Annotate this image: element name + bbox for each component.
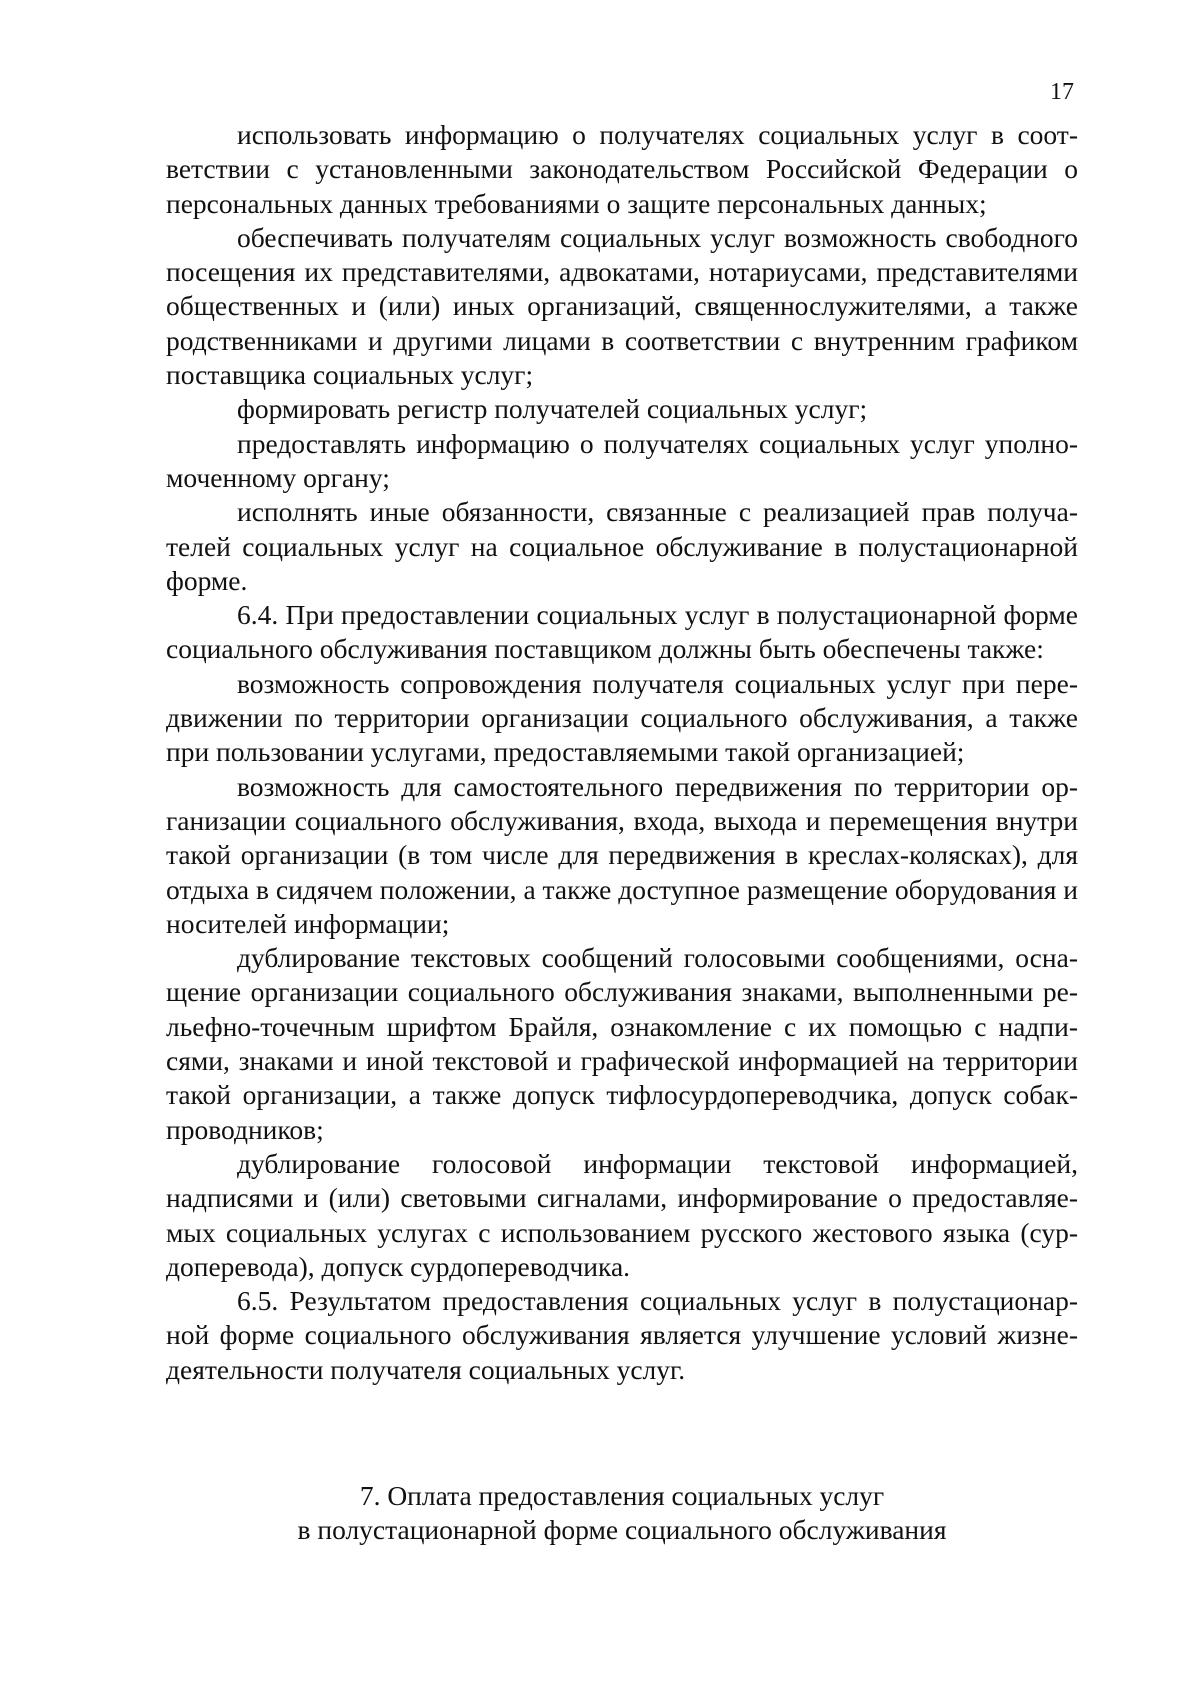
section-heading <box>166 1479 1078 1548</box>
paragraph: дублирование текстовых сообщений голосовыми сообщениями, оснащение организации социального обслуживания знаками, выполненными рельефно-точечным шрифтом Брайля, ознакомление с их помощью с надписями, знаками и иной текстовой и графической информацией на территории такой организации, а также допуск тифлосурдопереводчика, допуск собак-проводников; <box>166 942 1078 1145</box>
section-heading-line-1: 7. Оплата предоставления социальных услуг <box>359 1480 885 1511</box>
body-text <box>166 118 1078 1387</box>
paragraph: предоставлять информацию о получателях социальных услуг уполномоченному органу; <box>166 427 1078 493</box>
page-number: 17 <box>1050 79 1074 105</box>
paragraph: использовать информацию о получателях социальных услуг в соответствии с установленными законодательством Российской Федерации о персональных данных требованиями о защите персональных данных; <box>166 119 1078 219</box>
paragraph: исполнять иные обязанности, связанные с реализацией прав получателей социальных услуг на социальное обслуживание в полустационарной форме. <box>166 496 1078 596</box>
paragraph-section-6-4: 6.4. При предоставлении социальных услуг в полустационарной форме социального обслуживания поставщиком должны быть обеспечены также: <box>166 599 1078 665</box>
paragraph: дублирование голосовой информации текстовой информацией, надписями и (или) световыми сигналами, информирование о предоставляемых социальных услугах с использованием русского жестового языка (сурдоперевода), допуск сурдопереводчика. <box>166 1147 1078 1282</box>
paragraph: формировать регистр получателей социальных услуг; <box>237 393 868 425</box>
paragraph: обеспечивать получателям социальных услуг возможность свободного посещения их представителями, адвокатами, нотариусами, представителями общественных и (или) иных организаций, священнослужителями, а также родственниками и другими лицами в соответствии с внутренним графиком поставщика социальных услуг; <box>166 221 1078 391</box>
paragraph: возможность для самостоятельного передвижения по территории организации социального обслуживания, входа, выхода и перемещения внутри такой организации (в том числе для передвижения в креслах-колясках), для отдыха в сидячем положении, а также доступное размещение оборудования и носителей информации; <box>166 770 1078 939</box>
paragraph-section-6-5: 6.5. Результатом предоставления социальных услуг в полустационарной форме социального обслуживания является улучшение условий жизнедеятельности получателя социальных услуг. <box>166 1285 1078 1385</box>
section-heading-line-2: в полустационарной форме социального обслуживания <box>297 1514 947 1546</box>
paragraph: возможность сопровождения получателя социальных услуг при передвижении по территории организации социального обслуживания, а также при пользовании услугами, предоставляемыми такой организацией; <box>166 667 1078 768</box>
